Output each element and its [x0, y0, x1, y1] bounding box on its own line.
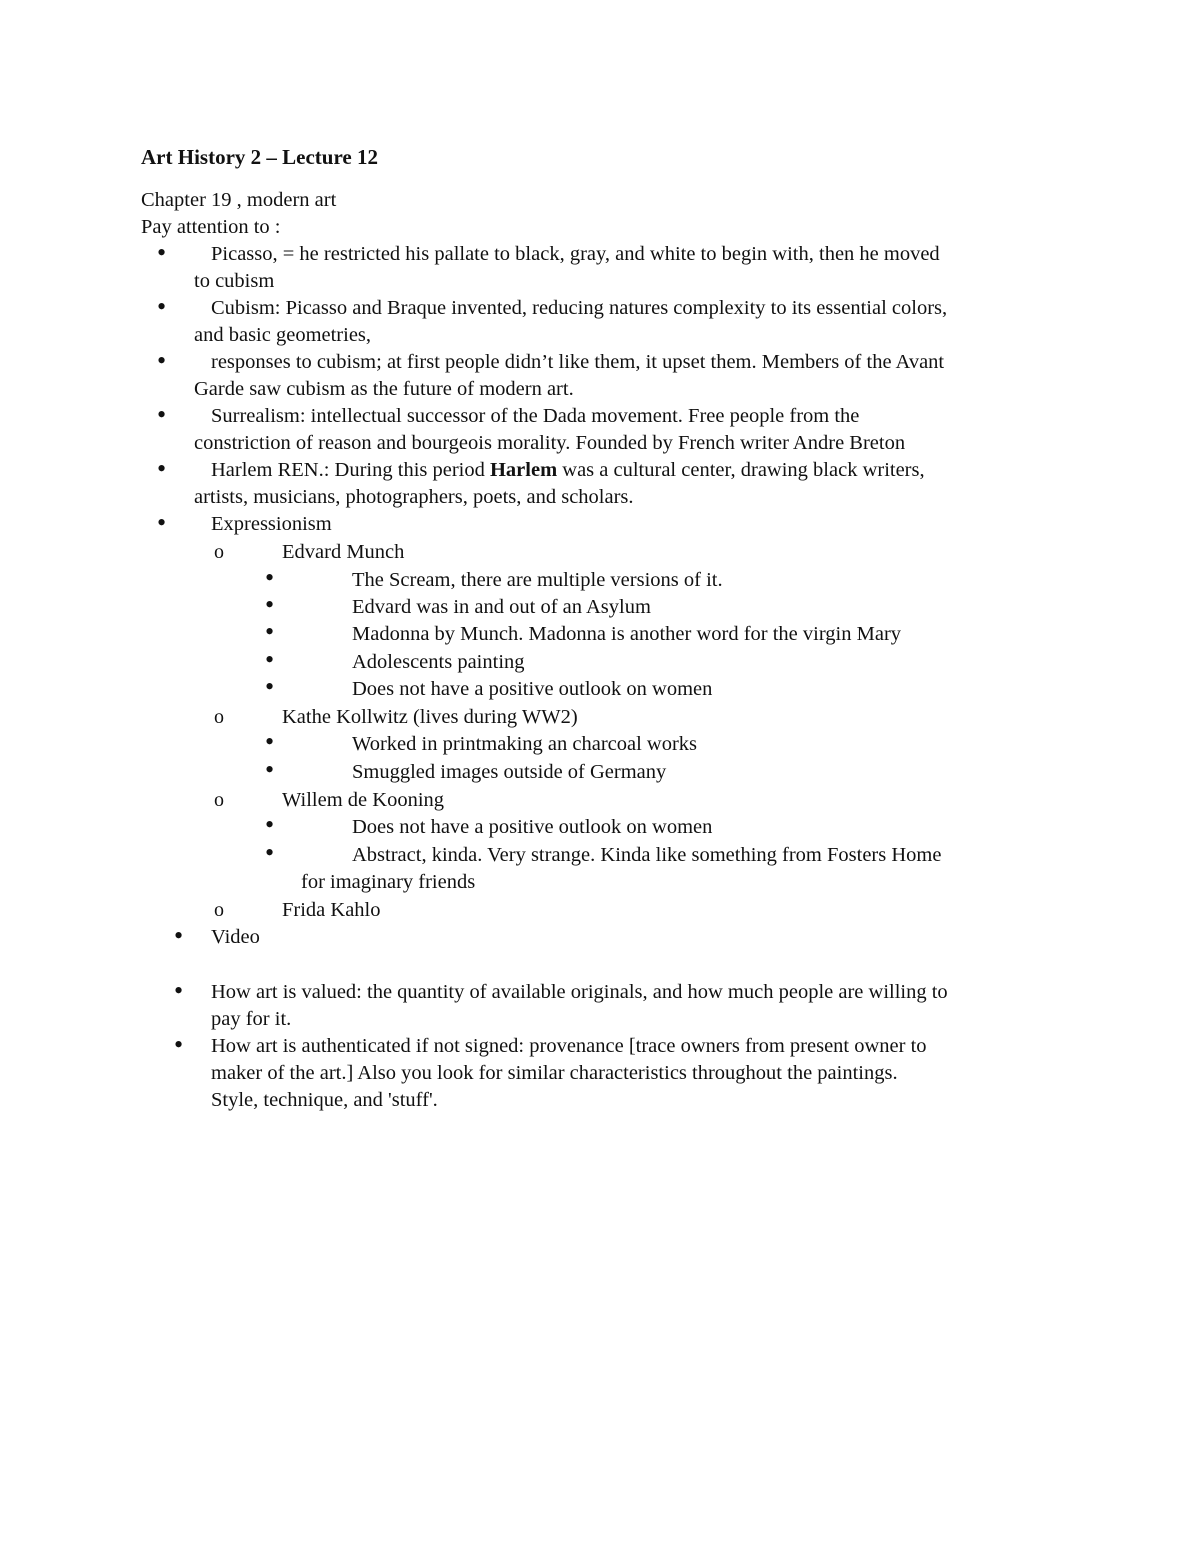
bullet-icon [265, 756, 274, 786]
sub-list-item-continuation: for imaginary friends [301, 871, 476, 893]
circle-bullet-icon [214, 539, 224, 566]
list-item-continuation: maker of the art.] Also you look for similar characteristics throughout the paintings. [211, 1062, 898, 1084]
circle-bullet-icon [214, 787, 224, 814]
sub-list-item: Adolescents painting [352, 651, 525, 673]
pay-attention-line: Pay attention to : [141, 216, 281, 238]
sub-list-item: Does not have a positive outlook on women [352, 678, 713, 700]
list-item-continuation: constriction of reason and bourgeois morality. Founded by French writer Andre Breton [194, 432, 906, 454]
artist-name: Edvard Munch [282, 541, 405, 563]
list-item [211, 457, 925, 484]
list-item-continuation: and basic geometries, [194, 324, 372, 346]
artist-name: Kathe Kollwitz (lives during WW2) [282, 706, 578, 728]
bullet-icon [174, 977, 183, 1007]
bullet-icon [265, 728, 274, 758]
circle-bullet-icon [214, 704, 224, 731]
bullet-icon [265, 618, 274, 648]
chapter-line: Chapter 19 , modern art [141, 189, 337, 211]
list-item: How art is valued: the quantity of available originals, and how much people are willing to [211, 981, 948, 1003]
artist-name: Willem de Kooning [282, 789, 445, 811]
list-item-continuation: Style, technique, and 'stuff'. [211, 1089, 438, 1111]
artist-name: Frida Kahlo [282, 899, 381, 921]
bullet-icon [174, 922, 183, 952]
bullet-icon [157, 293, 166, 323]
sub-list-item: Worked in printmaking an charcoal works [352, 733, 698, 755]
bullet-icon [265, 839, 274, 869]
list-item: Video [211, 926, 260, 948]
sub-list-item: Smuggled images outside of Germany [352, 761, 667, 783]
sub-list-item: Edvard was in and out of an Asylum [352, 596, 651, 618]
list-item: Cubism: Picasso and Braque invented, reducing natures complexity to its essential colors, [211, 297, 948, 319]
list-item: Picasso, = he restricted his pallate to black, gray, and white to begin with, then he moved [211, 243, 940, 265]
bullet-icon [157, 239, 166, 269]
circle-bullet-icon [214, 897, 224, 924]
bullet-icon [157, 347, 166, 377]
list-item: Expressionism [211, 513, 332, 535]
list-item: How art is authenticated if not signed: provenance [trace owners from present owner to [211, 1035, 927, 1057]
harlem-bold: Harlem [489, 459, 558, 481]
sub-list-item: Does not have a positive outlook on women [352, 816, 713, 838]
harlem-text-pre: Harlem REN.: During this period [211, 459, 490, 481]
list-item: Surrealism: intellectual successor of the Dada movement. Free people from the [211, 405, 860, 427]
sub-list-item: Madonna by Munch. Madonna is another word for the virgin Mary [352, 623, 902, 645]
bullet-icon [157, 455, 166, 485]
list-item-continuation: Garde saw cubism as the future of modern art. [194, 378, 574, 400]
sub-list-item: The Scream, there are multiple versions of it. [352, 569, 723, 591]
page-title: Art History 2 – Lecture 12 [141, 145, 378, 169]
bullet-icon [157, 401, 166, 431]
bullet-icon [265, 811, 274, 841]
sub-list-item: Abstract, kinda. Very strange. Kinda like something from Fosters Home [352, 844, 942, 866]
bullet-icon [174, 1031, 183, 1061]
list-item: responses to cubism; at first people didn’t like them, it upset them. Members of the Avant [211, 351, 945, 373]
bullet-icon [157, 509, 166, 539]
harlem-text-post: was a cultural center, drawing black writers, [557, 459, 925, 481]
list-item-continuation: to cubism [194, 270, 275, 292]
list-item-continuation: pay for it. [211, 1008, 292, 1030]
bullet-icon [265, 673, 274, 703]
list-item-continuation: artists, musicians, photographers, poets, and scholars. [194, 486, 634, 508]
